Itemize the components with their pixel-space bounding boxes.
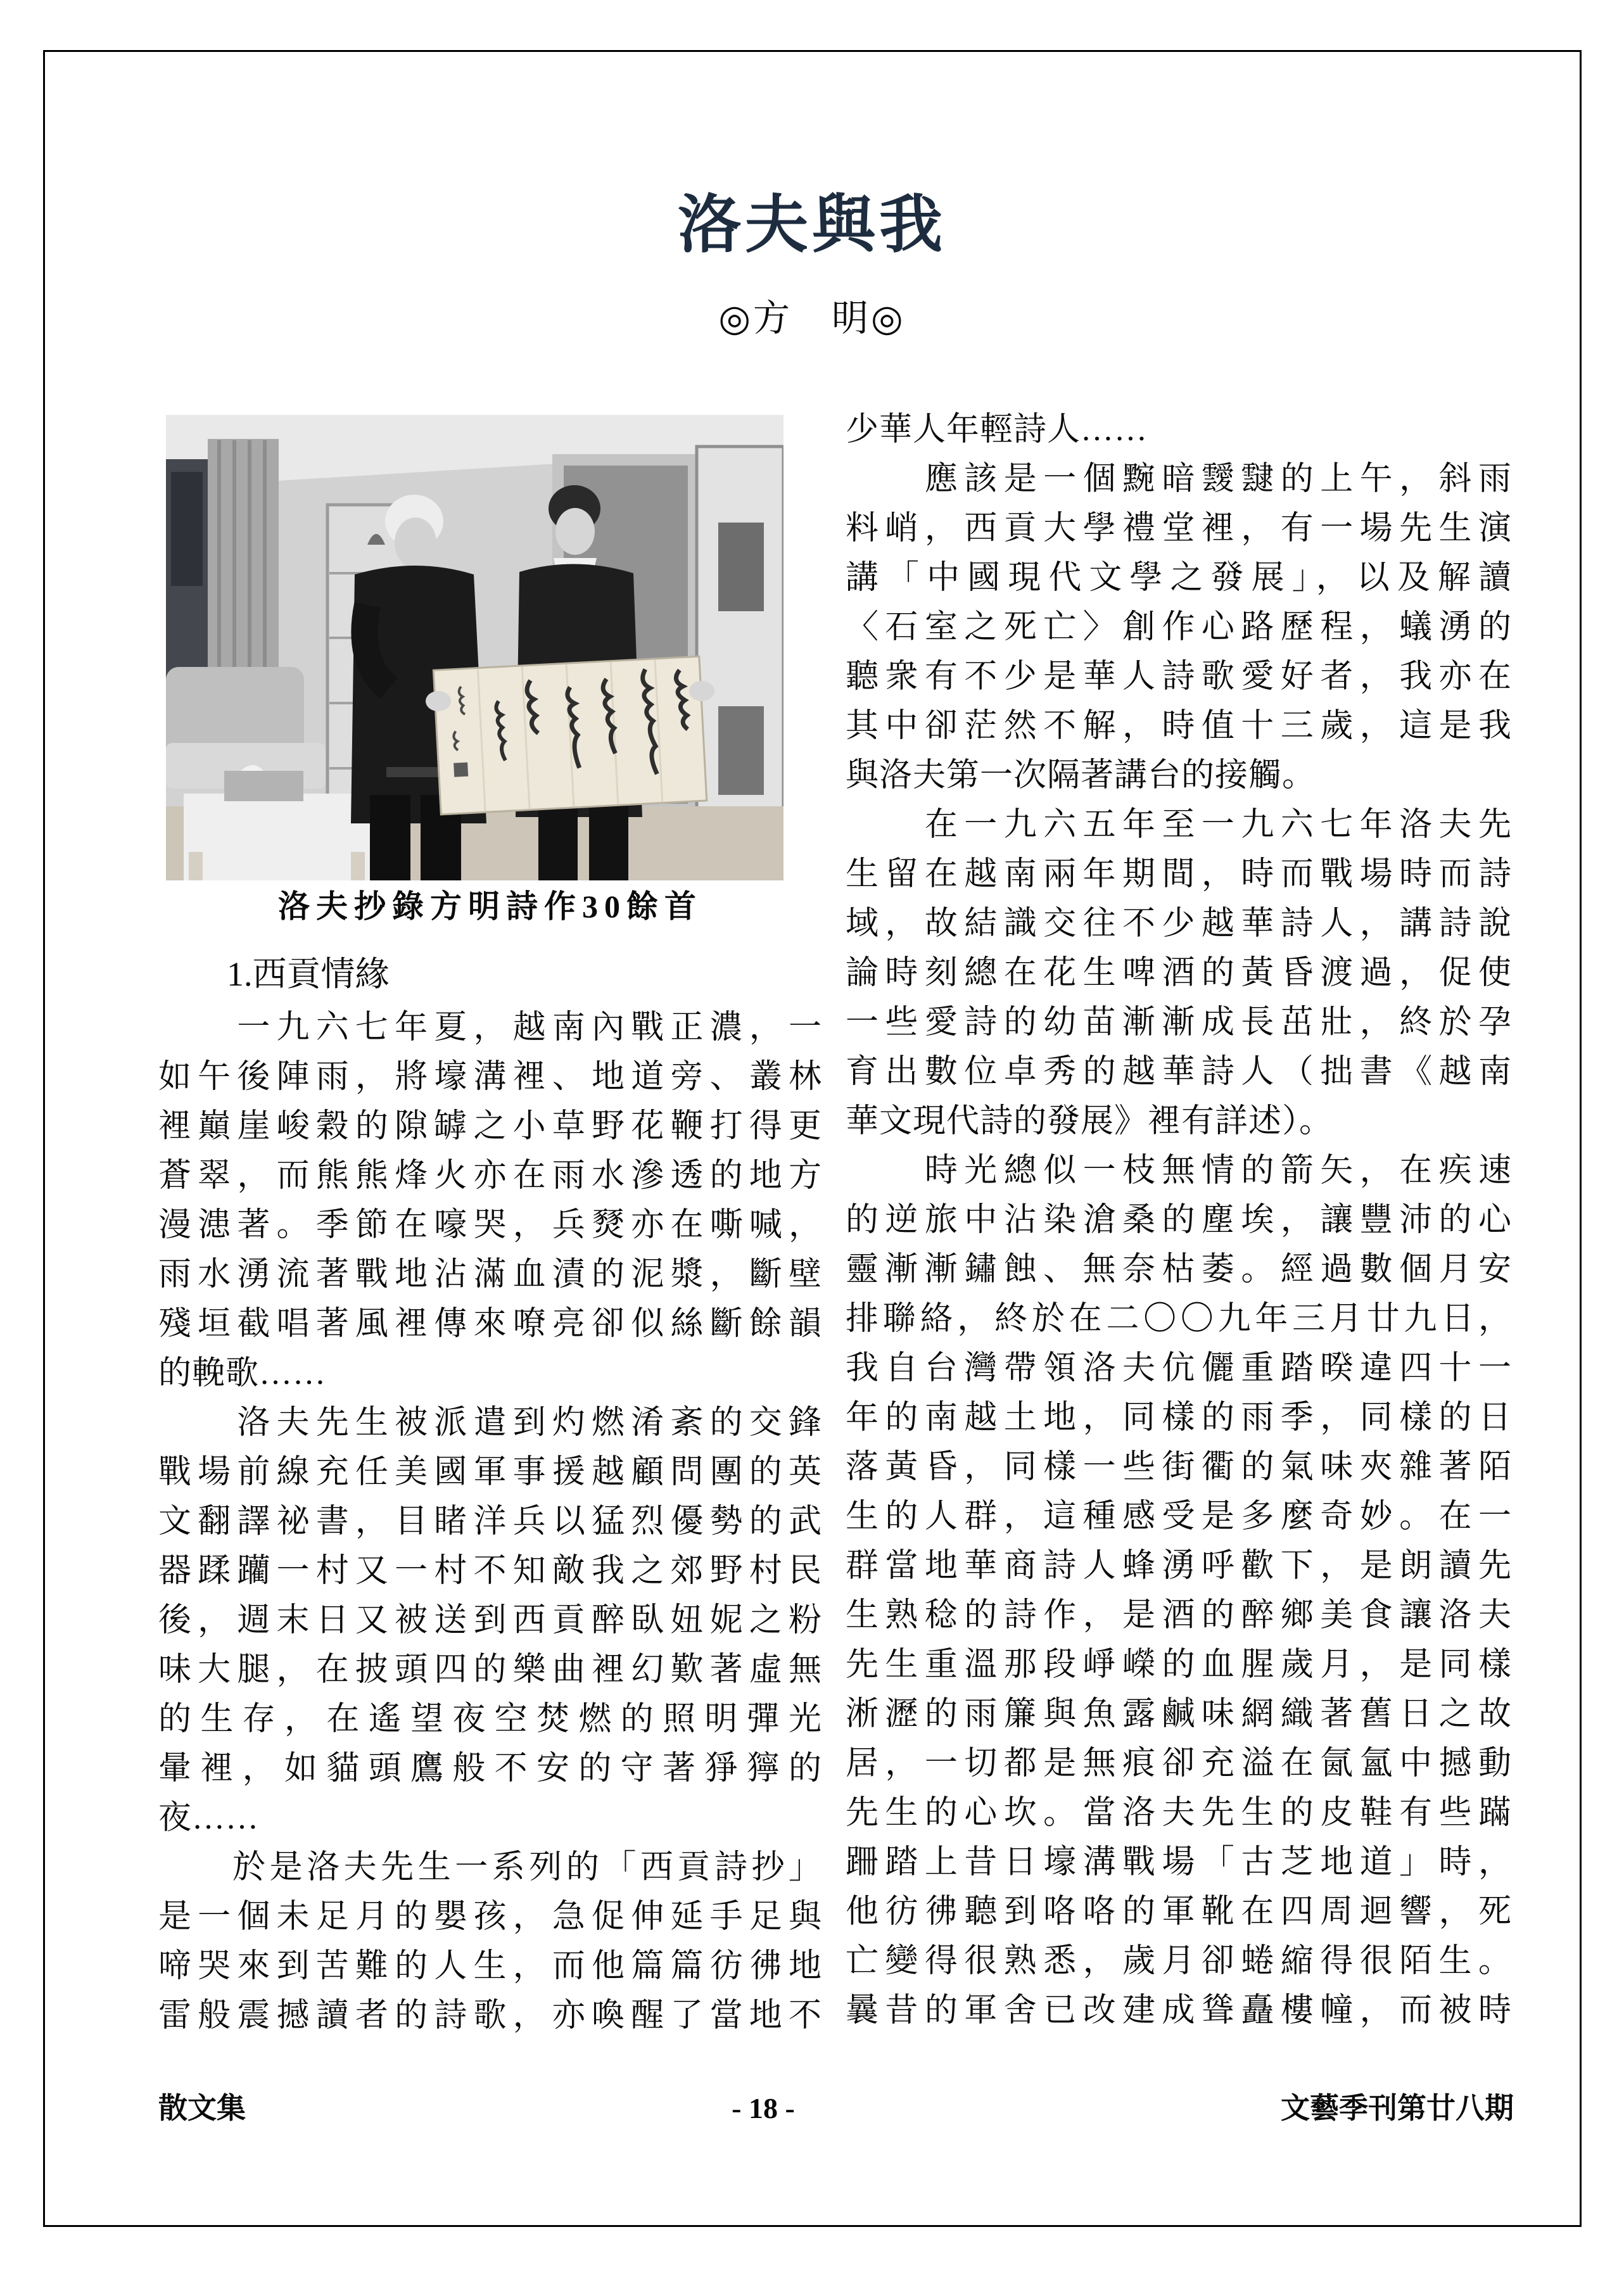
- text-line: 在一九六五年至一九六七年洛夫先: [846, 807, 1512, 843]
- footer: [158, 2085, 1514, 2129]
- right-column: [846, 405, 1512, 2036]
- author-line: ◎方 明◎: [718, 298, 906, 339]
- text-line: 如午後陣雨，將壕溝裡、地道旁、叢林: [158, 1059, 822, 1095]
- text-line: 一些愛詩的幼苗漸漸成長茁壯，終於孕: [846, 1005, 1512, 1041]
- text-line: 淅瀝的雨簾與魚露鹹味網織著舊日之故: [846, 1696, 1512, 1732]
- text-line: 應該是一個黦暗靉靆的上午，斜雨: [846, 461, 1512, 497]
- text-line: 是一個未足月的嬰孩，急促伸延手足與: [158, 1899, 822, 1935]
- text-line: 〈石室之死亡〉創作心路歷程，蟻湧的: [846, 609, 1512, 645]
- section-heading: 1.西貢情緣: [227, 955, 390, 993]
- text-line: 生熟稔的詩作，是酒的醉鄉美食讓洛夫: [846, 1597, 1512, 1633]
- text-line: 夜……: [158, 1800, 260, 1836]
- photo-caption: 洛夫抄錄方明詩作30餘首: [278, 889, 702, 924]
- text-line: 與洛夫第一次隔著講台的接觸。: [846, 758, 1316, 794]
- text-line: 於是洛夫先生一系列的「西貢詩抄」: [158, 1849, 822, 1886]
- text-line: 生的人群，這種感受是多麼奇妙。在一: [846, 1499, 1512, 1535]
- text-line: 暈裡，如貓頭鷹般不安的守著猙獰的: [158, 1751, 822, 1787]
- text-line: 文翻譯祕書，目睹洋兵以猛烈優勢的武: [158, 1504, 822, 1540]
- text-line: 其中卻茫然不解，時值十三歲，這是我: [846, 708, 1512, 744]
- text-line: 時光總似一枝無情的箭矢，在疾速: [846, 1153, 1512, 1189]
- text-line: 育出數位卓秀的越華詩人（拙書《越南: [846, 1054, 1512, 1090]
- text-line: 味大腿，在披頭四的樂曲裡幻歎著虛無: [158, 1652, 822, 1688]
- text-line: 排聯絡，終於在二〇〇九年三月廿九日，: [846, 1301, 1512, 1337]
- page-title: 洛夫與我: [678, 190, 946, 260]
- text-line: 戰場前線充任美國軍事援越顧問團的英: [158, 1454, 822, 1490]
- text-line: 殘垣截唱著風裡傳來嘹亮卻似絲斷餘韻: [158, 1306, 822, 1342]
- text-line: 後，週末日又被送到西貢醉臥妞妮之粉: [158, 1602, 822, 1639]
- text-line: 洛夫先生被派遣到灼燃淆紊的交鋒: [158, 1405, 822, 1441]
- text-line: 靈漸漸鏽蝕、無奈枯萎。經過數個月安: [846, 1252, 1512, 1288]
- text-line: 居，一切都是無痕卻充溢在氤氳中撼動: [846, 1746, 1512, 1782]
- article-photo: [166, 415, 783, 880]
- text-line: 先生的心坎。當洛夫先生的皮鞋有些蹣: [846, 1795, 1512, 1831]
- footer-page-number: - 18 -: [732, 2092, 795, 2124]
- text-line: 域，故結識交往不少越華詩人，講詩說: [846, 906, 1512, 942]
- left-column: [158, 1003, 822, 2041]
- text-line: 聽衆有不少是華人詩歌愛好者，我亦在: [846, 659, 1512, 695]
- text-line: 蒼翠，而熊熊烽火亦在雨水滲透的地方: [158, 1158, 822, 1194]
- text-line: 他彷彿聽到咯咯的軍靴在四周迴響，死: [846, 1894, 1512, 1930]
- text-line: 的生存，在遙望夜空焚燃的照明彈光: [158, 1701, 822, 1737]
- text-line: 漫漶著。季節在嚎哭，兵燹亦在嘶喊，: [158, 1207, 822, 1243]
- text-line: 年的南越土地，同樣的雨季，同樣的日: [846, 1400, 1512, 1436]
- text-line: 落黃昏，同樣一些街衢的氣味夾雜著陌: [846, 1449, 1512, 1485]
- text-line: 雷般震撼讀者的詩歌，亦喚醒了當地不: [158, 1998, 822, 2034]
- footer-journal-issue: 文藝季刊第廿八期: [1280, 2092, 1514, 2124]
- text-line: 講「中國現代文學之發展」，以及解讀: [846, 560, 1512, 596]
- text-line: 群當地華商詩人蜂湧呼歡下，是朗讀先: [846, 1548, 1512, 1584]
- text-line: 一九六七年夏，越南內戰正濃，一: [158, 1010, 822, 1046]
- text-line: 料峭，西貢大學禮堂裡，有一場先生演: [846, 511, 1512, 547]
- text-line: 曩昔的軍舍已改建成聳矗樓幢，而被時: [846, 1993, 1512, 2029]
- photo-image: [166, 415, 783, 880]
- text-line: 華文現代詩的發展》裡有詳述）。: [846, 1103, 1333, 1139]
- text-line: 的輓歌……: [158, 1355, 327, 1392]
- text-line: 雨水湧流著戰地沾滿血漬的泥漿，斷壁: [158, 1257, 822, 1293]
- text-line: 亡變得很熟悉，歲月卻蜷縮得很陌生。: [846, 1943, 1512, 1979]
- text-line: 跚踏上昔日壕溝戰場「古芝地道」時，: [846, 1844, 1512, 1881]
- text-line: 少華人年輕詩人……: [846, 412, 1148, 448]
- text-line: 裡巔崖峻穀的隙罅之小草野花鞭打得更: [158, 1108, 822, 1145]
- footer-book-title: 散文集: [158, 2092, 246, 2124]
- text-line: 器蹂躪一村又一村不知敵我之郊野村民: [158, 1553, 822, 1589]
- text-line: 我自台灣帶領洛夫伉儷重踏暌違四十一: [846, 1350, 1512, 1386]
- text-line: 先生重溫那段崢嶸的血腥歲月，是同樣: [846, 1647, 1512, 1683]
- text-line: 的逆旅中沾染滄桑的塵埃，讓豐沛的心: [846, 1202, 1512, 1238]
- text-line: 啼哭來到苦難的人生，而他篇篇彷彿地: [158, 1948, 822, 1984]
- text-line: 論時刻總在花生啤酒的黃昏渡過，促使: [846, 955, 1512, 991]
- text-line: 生留在越南兩年期間，時而戰場時而詩: [846, 856, 1512, 892]
